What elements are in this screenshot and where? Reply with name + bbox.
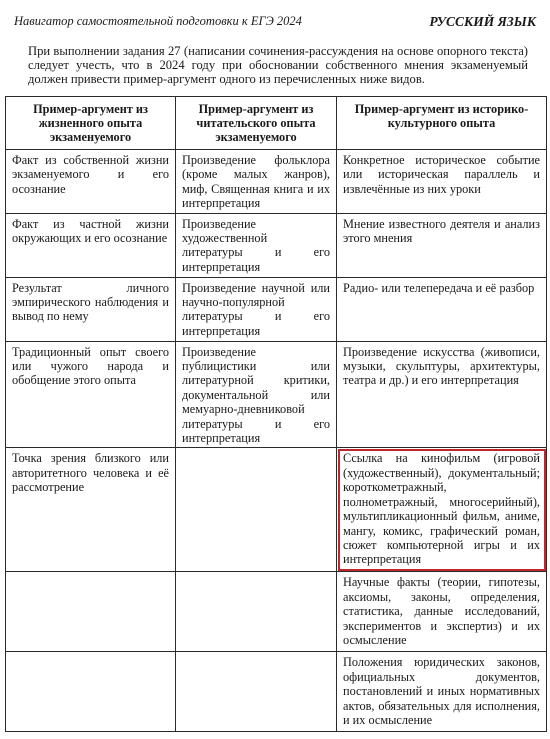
table-cell: Результат личного эмпирического наблюдения и вывод по нему (6, 277, 176, 341)
header-title: Навигатор самостоятельной подготовки к ЕГЭ 2024 (14, 14, 302, 28)
page-header (14, 14, 536, 32)
column-header-reading: Пример-аргумент из читательского опыта экзаменуемого (176, 97, 337, 150)
table-cell (176, 572, 337, 652)
column-header-life: Пример-аргумент из жизненного опыта экзаменуемого (6, 97, 176, 150)
table-cell: Произведение фольклора (кроме малых жанров), миф, Священная книга и их интерпретация (176, 150, 337, 214)
table-cell: Точка зрения близкого или авторитетного человека и её рассмотрение (6, 448, 176, 572)
table-row (6, 277, 547, 341)
table-cell (176, 652, 337, 732)
table-row (6, 448, 547, 572)
highlighted-cell-film: Ссылка на кинофильм (игровой (художественный), документальный; короткометражный, полнометражный, многосерийный), мультипликационный фильм, аниме, мангу, комикс, графический роман, сюжет компьютерной игры и их интерпретация (337, 448, 547, 572)
table-row (6, 150, 547, 214)
table-cell (176, 448, 337, 572)
table-cell: Радио- или телепередача и её разбор (337, 277, 547, 341)
table-cell: Произведение публицистики или литературной критики, документальной или мемуарно-дневниковой литературы и его интерпретация (176, 341, 337, 448)
table-cell (6, 652, 176, 732)
table-cell: Произведение научной или научно-популярной литературы и его интерпретация (176, 277, 337, 341)
table-row (6, 213, 547, 277)
table-cell: Произведение искусства (живописи, музыки, скульптуры, архитектуры, театра и др.) и его интерпретация (337, 341, 547, 448)
intro-paragraph: При выполнении задания 27 (написании сочинения-рассуждения на основе опорного текста) следует учесть, что в 2024 году при обосновании собственного мнения экзаменуемый должен привести пример-аргумент одного из перечисленных ниже видов. (28, 44, 528, 86)
table-row (6, 341, 547, 448)
table-cell: Факт из частной жизни окружающих и его осознание (6, 213, 176, 277)
table-cell: Положения юридических законов, официальных документов, постановлений и иных нормативных актов, обязательных для исполнения, и их осмысление (337, 652, 547, 732)
argument-types-table (5, 96, 547, 732)
table-cell: Мнение известного деятеля и анализ этого мнения (337, 213, 547, 277)
table-cell: Факт из собственной жизни экзаменуемого и его осознание (6, 150, 176, 214)
table-cell: Произведение художественной литературы и его интерпретация (176, 213, 337, 277)
table-cell (6, 572, 176, 652)
table-cell: Традиционный опыт своего или чужого народа и обобщение этого опыта (6, 341, 176, 448)
column-header-historical: Пример-аргумент из историко-культурного опыта (337, 97, 547, 150)
table-row (6, 652, 547, 732)
header-subject: РУССКИЙ ЯЗЫК (429, 14, 536, 29)
table-row (6, 572, 547, 652)
table-header-row (6, 97, 547, 150)
table-cell: Научные факты (теории, гипотезы, аксиомы, законы, определения, статистика, данные исследований, экспериментов и экспертиз) и их осмысление (337, 572, 547, 652)
table-cell: Конкретное историческое событие или историческая параллель и извлечённые из них уроки (337, 150, 547, 214)
